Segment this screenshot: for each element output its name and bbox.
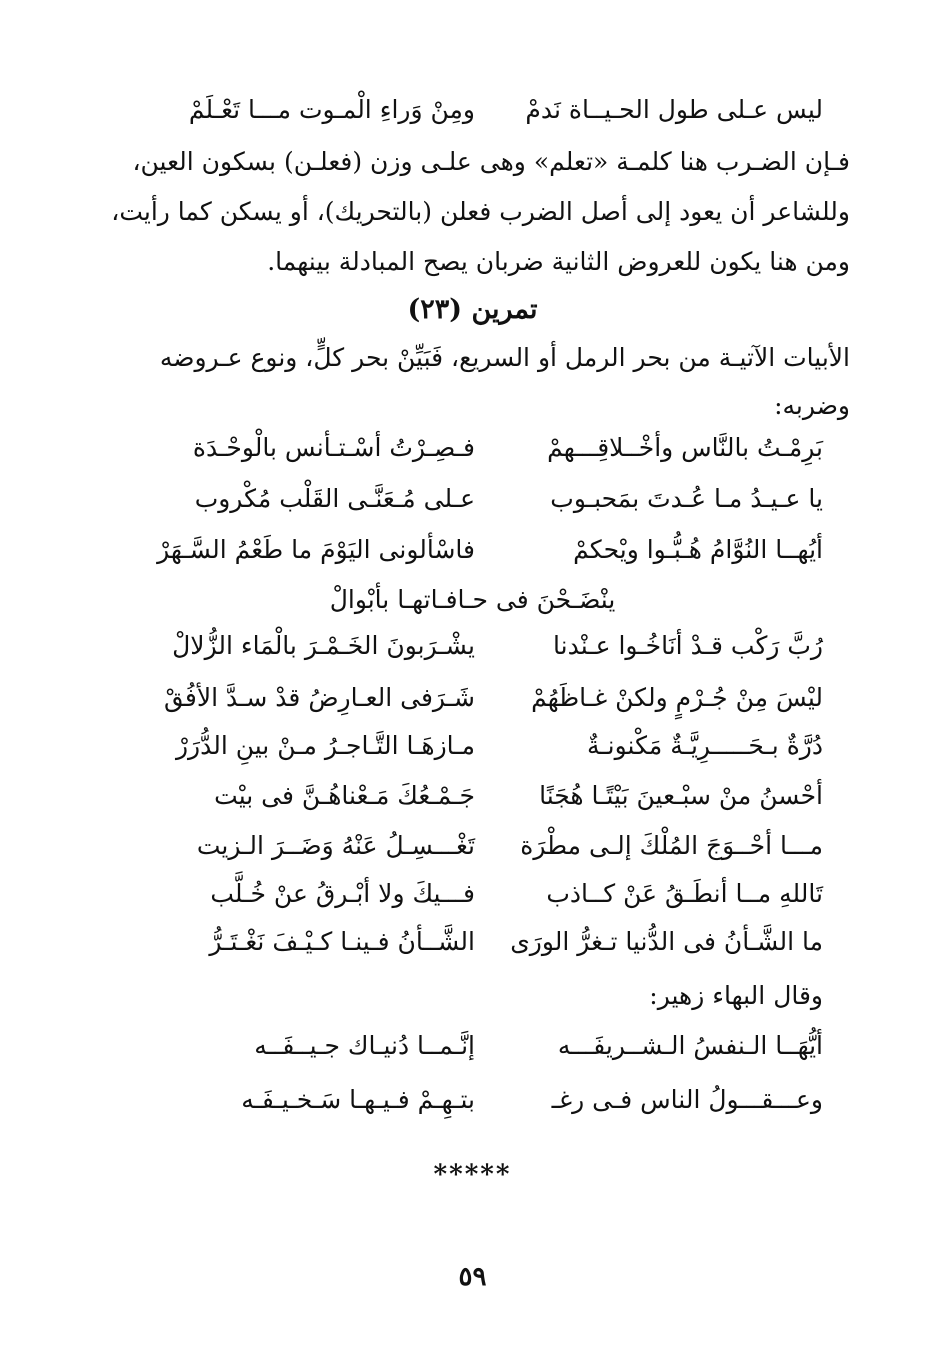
verse-second-hemistich: يشْـرَبونَ الخَـمْـرَ بالْمَاء الزُّلالْ: [172, 631, 475, 660]
verse-first-hemistich: أيُّهَــا الـنفسُ الـشــريفَـــه: [557, 1031, 823, 1060]
verse-first-hemistich: مـــا أحْــوَجَ المُلْكَ إلـى مطْرَة: [520, 831, 823, 860]
paragraph-line: فـإن الضـرب هنا كلمـة «تعلم» وهى علـى وزن (فعلـن) بسكون العين،: [132, 147, 850, 176]
attribution-line: وقال البهاء زهير:: [649, 981, 823, 1010]
verse-second-hemistich: بتـهِـمْ فـيـهـا سَـخـيـفَـه: [241, 1085, 475, 1114]
instruction-line: وضربه:: [774, 391, 850, 420]
verse-first-hemistich: وعـــقـــولُ الناس فـى رغـ: [551, 1085, 823, 1114]
paragraph-line: ومن هنا يكون للعروض الثانية ضربان يصح المبادلة بينهما.: [267, 247, 850, 276]
exercise-heading: تمرين (٢٣): [407, 294, 538, 325]
single-hemistich: ينْضَـحْنَ فى حـافـاتهـا بأبْوالْ: [329, 585, 616, 614]
paragraph-line: وللشاعر أن يعود إلى أصل الضرب فعلن (بالتحريك)، أو يسكن كما رأيت،: [111, 197, 850, 226]
verse-first-hemistich: بَرِمْـتُ بالنَّاس وأخْــلاقِـــهمْ: [547, 433, 823, 462]
instruction-line: الأبيات الآتيـة من بحر الرمل أو السريع، فَبَيِّنْ بحر كلٍّ، ونوع عـروضه: [159, 343, 850, 372]
verse-second-hemistich: شَـرَفى العـارِضُ قدْ سـدَّ الأفُقْ: [164, 683, 475, 712]
verse-first-hemistich: ليس عـلى طول الحـيــاة نَدمْ: [525, 95, 823, 124]
verse-second-hemistich: الشَّــأنُ فـينـا كـيْـفَ نَغْـتَـرُّ: [209, 927, 475, 956]
verse-first-hemistich: يا عـيـدُ مـا عُـدتَ بمَحبـوب: [550, 484, 823, 513]
verse-first-hemistich: ليْسَ مِنْ جُـرْمٍ ولكنْ غـاظَهُمْ: [531, 683, 823, 712]
verse-second-hemistich: جَـمْـعُكَ مَـعْناهُـنَّ فى بيْت: [214, 781, 475, 810]
verse-second-hemistich: فـــيكَ ولا أبْـرقُ عنْ خُـلَّب: [210, 879, 475, 908]
verse-second-hemistich: عـلى مُـعَنَّـى القَلْب مُكْروب: [194, 484, 475, 513]
verse-second-hemistich: فاسْألونى اليَوْمَ ما طَعْمُ السَّـهَرْ: [157, 535, 475, 564]
verse-first-hemistich: رُبَّ رَكْب قـدْ أنَاخُـوا عـنْدنا: [553, 631, 823, 660]
verse-second-hemistich: فـصِـرْتُ أسْـتـأنس بالْوحْـدَة: [192, 433, 475, 462]
verse-first-hemistich: أحْسنُ منْ سبْـعينَ بَيْتًـا هُجَنًا: [539, 781, 823, 810]
verse-second-hemistich: ومِنْ وَراءِ الْمـوت مـــا تَعْـلَمْ: [188, 95, 475, 124]
page-number: ٥٩: [458, 1262, 487, 1292]
verse-second-hemistich: مـازهَـا التَّـاجـرُ مـنْ بينِ الدُّرَرْ: [175, 731, 475, 760]
verse-first-hemistich: تَاللهِ مــا أنطَـقُ عَنْ كــاذب: [546, 879, 823, 908]
verse-second-hemistich: تَغْـــسِـلُ عَنْهُ وَضَــرَ الـزيت: [196, 831, 475, 860]
verse-second-hemistich: إنَّـمــا دُنيـاك جـيــفَــه: [254, 1031, 475, 1060]
section-separator: *****: [433, 1160, 512, 1190]
verse-first-hemistich: دُرَّةٌ بـحَـــــرِيَّـةٌ مَكْنونـةٌ: [586, 731, 823, 760]
verse-first-hemistich: ما الشَّـأنُ فى الدُّنيا تـغرُّ الورَى: [510, 927, 823, 956]
verse-first-hemistich: أيُهــا النُوَّامُ هُـبُّـوا ويْحكمْ: [573, 535, 823, 564]
